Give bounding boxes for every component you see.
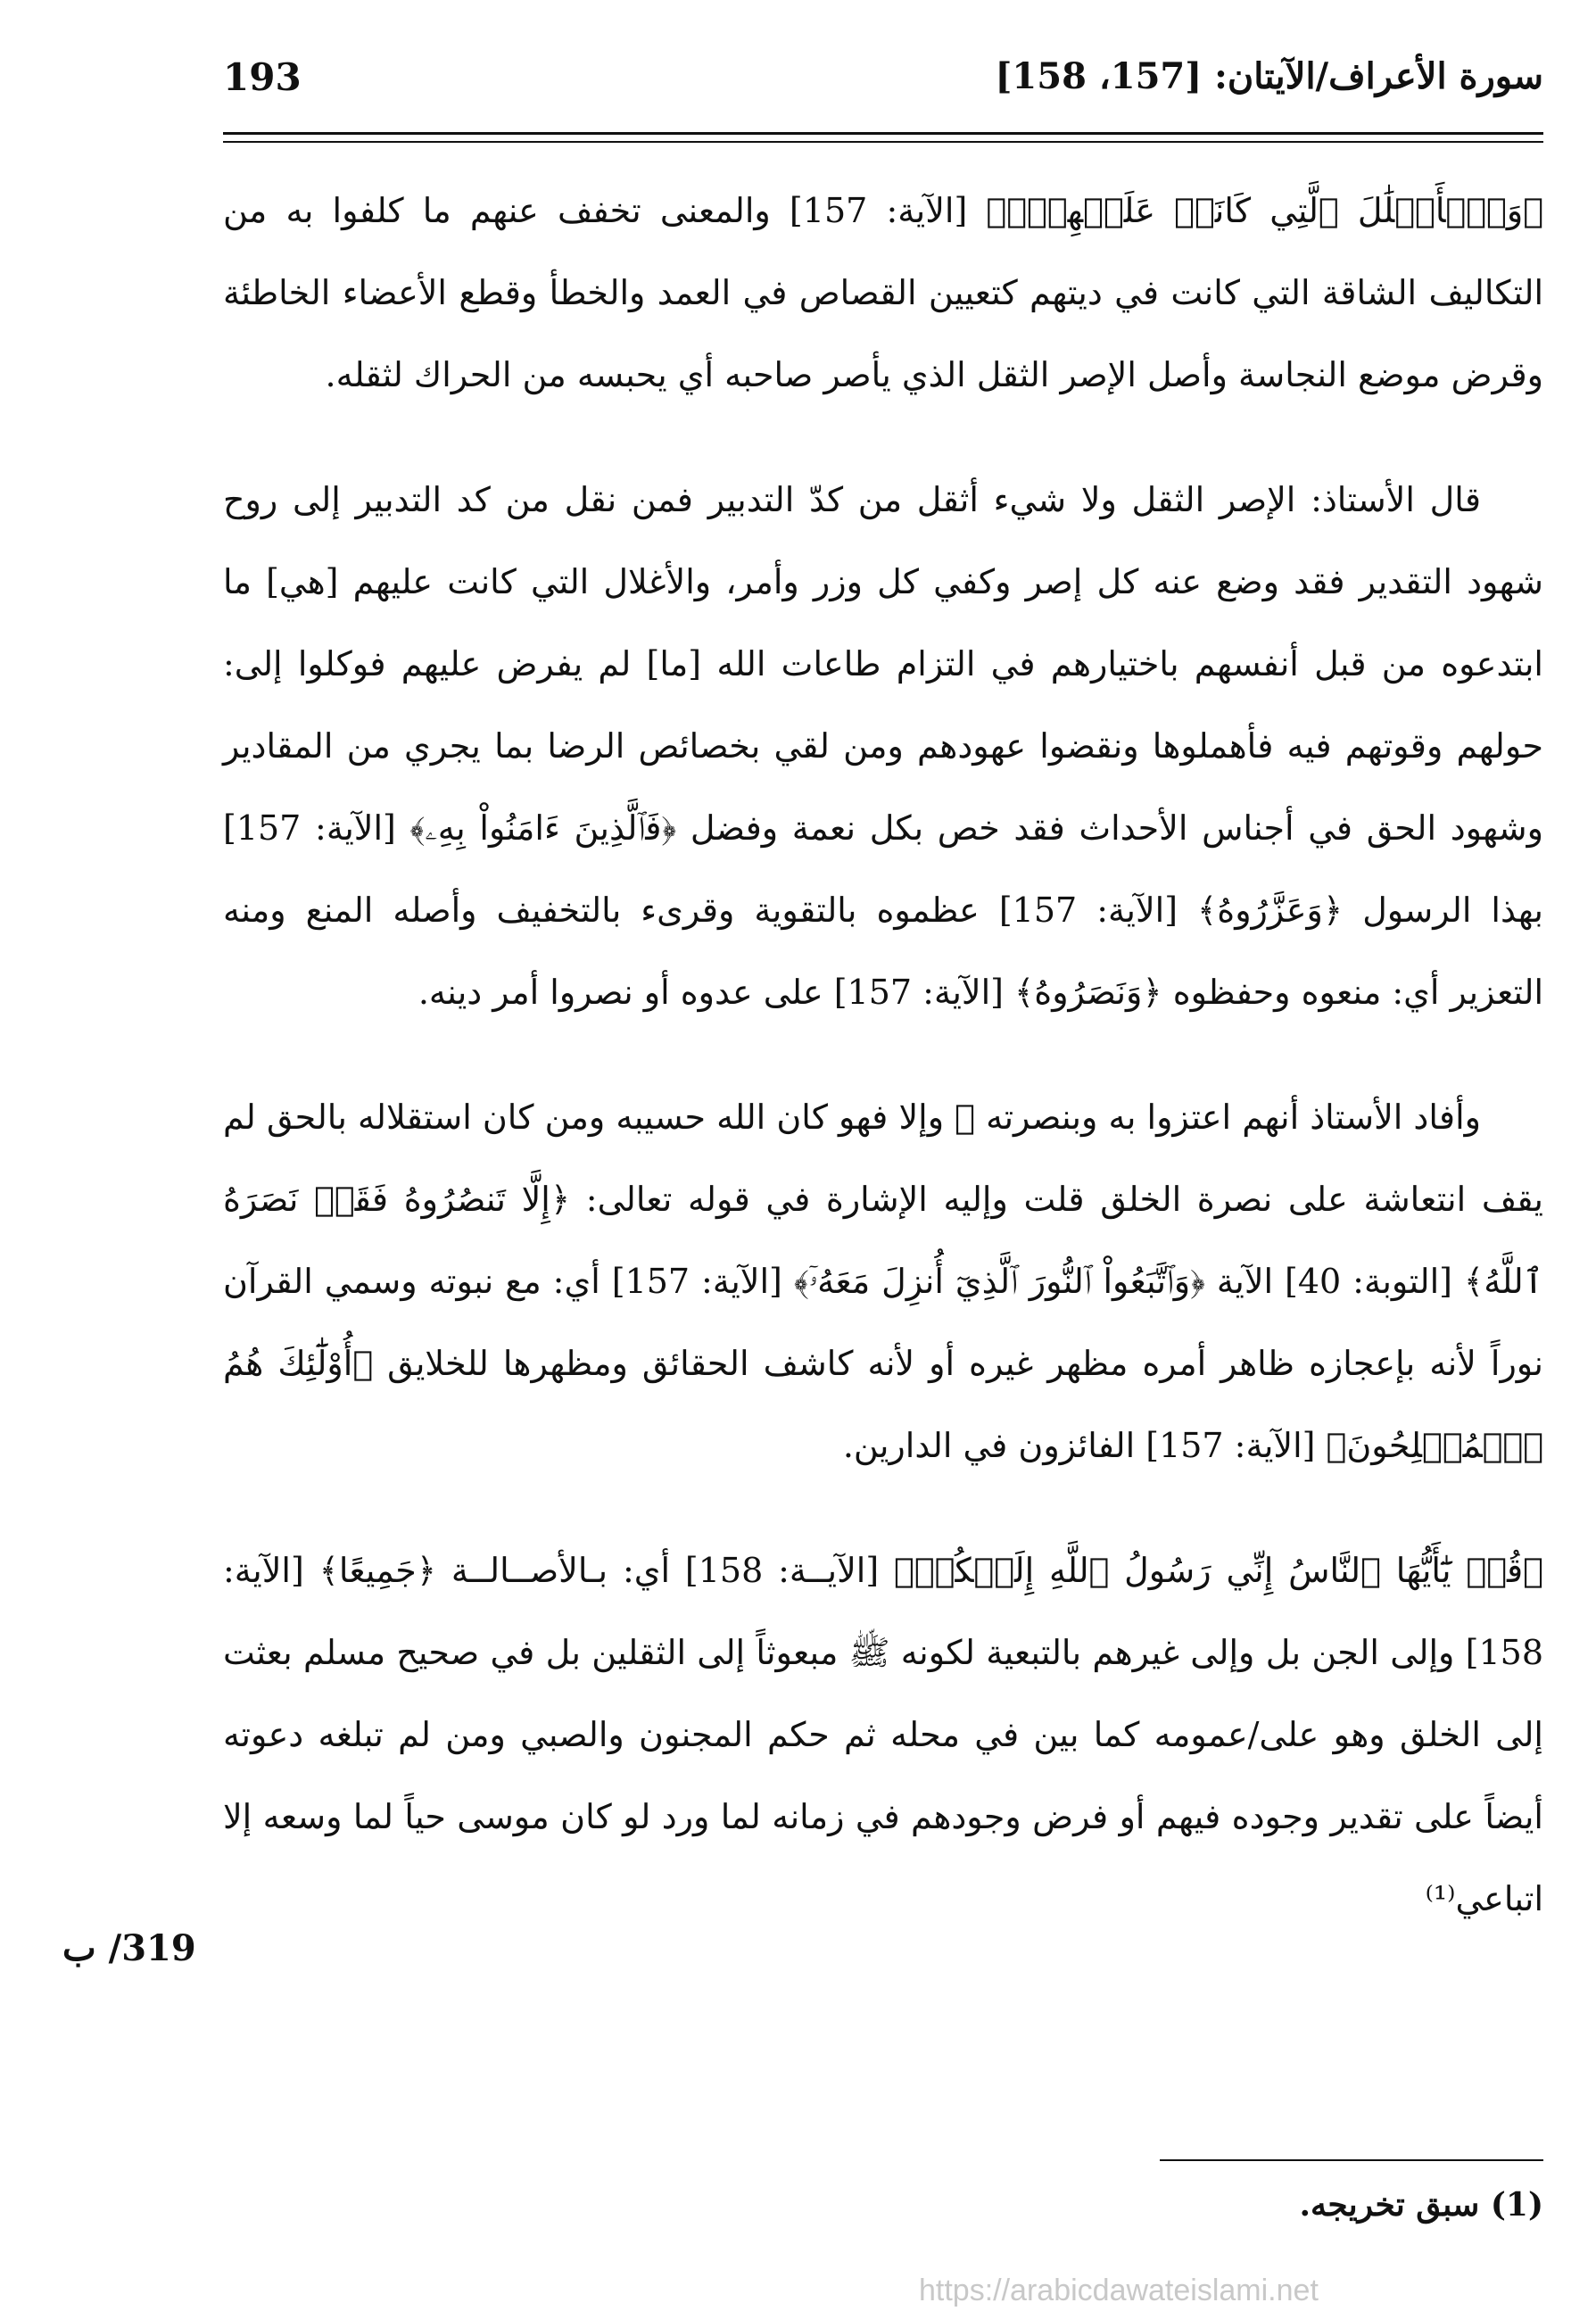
footnote: (1) سبق تخريجه.	[1299, 2186, 1543, 2224]
page-number: 193	[223, 55, 302, 99]
header-rule-bottom	[223, 141, 1543, 143]
footnote-separator	[1160, 2159, 1543, 2161]
manuscript-folio-note: 319/ ب	[62, 1927, 196, 1969]
paragraph: قال الأستاذ: الإصر الثقل ولا شيء أثقل من كدّ التدبير فمن نقل من كد التدبير إلى روح شهود التقدير فقد وضع عنه كل إصر وكفي كل وزر وأمر، والأغلال التي كانت عليهم [هي] ما ابتدعوه من قبل أنفسهم باختيارهم في التزام طاعات الله [ما] لم يفرض عليهم فوكلوا إلى: حولهم وقوتهم فيه فأهملوها ونقضوا عهودهم ومن لقي بخصائص الرضا بما يجري من المقادير وشهود الحق في أجناس الأحداث فقد خص بكل نعمة وفضل ﴿فَٱلَّذِينَ ءَامَنُواْ بِهِۦ﴾ [الآية: 157] بهذا الرسول ﴿وَعَزَّرُوهُ﴾ [الآية: 157] عظموه بالتقوية وقرىء بالتخفيف وأصله المنع ومنه التعزير أي: منعوه وحفظوه ﴿وَنَصَرُوهُ﴾ [الآية: 157] على عدوه أو نصروا أمر دينه.	[223, 480, 1543, 1012]
running-title: سورة الأعراف/الآيتان: [157، 158]	[995, 55, 1543, 97]
paragraph: وأفاد الأستاذ أنهم اعتزوا به وبنصرته ﷺ وإلا فهو كان الله حسيبه ومن كان استقلاله بالحق لم يقف انتعاشة على نصرة الخلق قلت وإليه الإشارة في قوله تعالى: ﴿إِلَّا تَنصُرُوهُ فَقَدۡ نَصَرَهُ ٱللَّهُ﴾ [التوبة: 40] الآية ﴿وَٱتَّبَعُواْ ٱلنُّورَ ٱلَّذِيٓ أُنزِلَ مَعَهُۥٓ﴾ [الآية: 157] أي: مع نبوته وسمي القرآن نوراً لأنه بإعجازه ظاهر أمره مظهر غيره أو لأنه كاشف الحقائق ومظهرها للخلايق ﴿أُوْلَٰٓئِكَ هُمُ ٱلۡمُفۡلِحُونَ﴾ [الآية: 157] الفائزون في الدارين.	[223, 1098, 1543, 1465]
header-rule-top	[223, 132, 1543, 135]
main-text	[223, 170, 1543, 1983]
page-header	[223, 55, 1543, 127]
paragraph: ﴿قُلۡ يَٰٓأَيُّهَا ٱلنَّاسُ إِنِّي رَسُولُ ٱللَّهِ إِلَيۡكُمۡ﴾ [الآيــة: 158] أي: بـالأصــالــة ﴿جَمِيعًا﴾ [الآية: 158] وإلى الجن بل وإلى غيرهم بالتبعية لكونه ﷺ مبعوثاً إلى الثقلين بل في صحيح مسلم بعثت إلى الخلق وهو على/عمومه كما بين في محله ثم حكم المجنون والصبي ومن لم تبلغه دعوته أيضاً على تقدير وجوده فيهم أو فرض وجودهم في زمانه لما ورد لو كان موسى حياً لما وسعه إلا اتباعي⁽¹⁾	[223, 1551, 1543, 1918]
paragraph: ﴿وَٱلۡأَغۡلَٰلَ ٱلَّتِي كَانَتۡ عَلَيۡهِمۡۚ﴾ [الآية: 157] والمعنى تخفف عنهم ما كلفوا به من التكاليف الشاقة التي كانت في ديتهم كتعيين القصاص في العمد والخطأ وقطع الأعضاء الخاطئة وقرض موضع النجاسة وأصل الإصر الثقل الذي يأصر صاحبه أي يحبسه من الحراك لثقله.	[223, 191, 1543, 394]
watermark-url: https://arabicdawateislami.net	[919, 2274, 1319, 2307]
